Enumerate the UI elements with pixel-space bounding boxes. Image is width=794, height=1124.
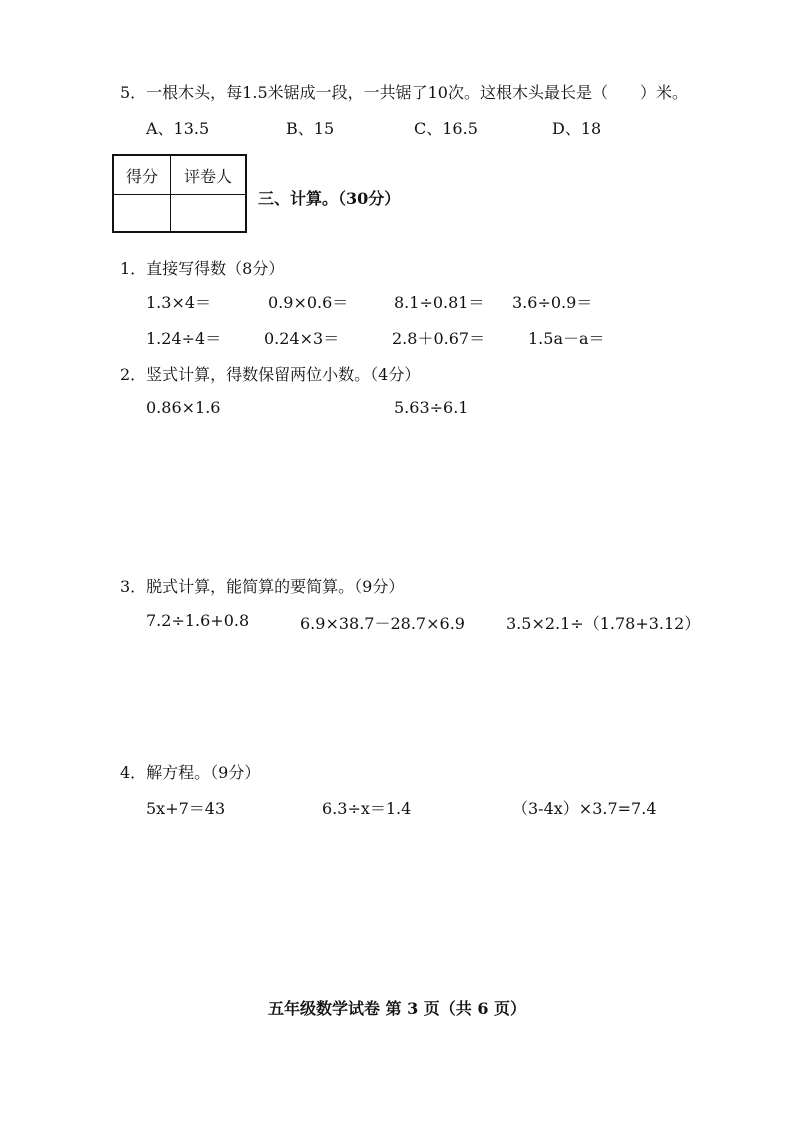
problem-2-title: 2．竖式计算，得数保留两位小数。（4分） xyxy=(120,365,421,384)
p1-r1-item-1: 1.3×4＝ xyxy=(146,293,212,312)
p3-item-2: 6.9×38.7－28.7×6.9 xyxy=(300,614,465,633)
q5-option-b: B、15 xyxy=(286,119,335,138)
problem-3-title: 3．脱式计算，能简算的要简算。（9分） xyxy=(120,577,405,596)
p1-r2-item-3: 2.8＋0.67＝ xyxy=(392,329,486,348)
p4-item-2: 6.3÷x＝1.4 xyxy=(322,799,412,818)
p1-r1-item-3: 8.1÷0.81＝ xyxy=(394,293,485,312)
p3-item-3: 3.5×2.1÷（1.78+3.12） xyxy=(506,614,701,633)
q5-option-c: C、16.5 xyxy=(414,119,478,138)
q5-option-d: D、18 xyxy=(552,119,602,138)
p1-r2-item-4: 1.5a－a＝ xyxy=(528,329,605,348)
p2-item-1: 0.86×1.6 xyxy=(146,398,221,417)
score-cell xyxy=(113,195,171,233)
p2-item-2: 5.63÷6.1 xyxy=(394,398,469,417)
p1-r2-item-1: 1.24÷4＝ xyxy=(146,329,222,348)
grader-header: 评卷人 xyxy=(171,155,247,195)
p4-item-3: （3-4x）×3.7=7.4 xyxy=(512,799,657,818)
q5-option-a: A、13.5 xyxy=(146,119,210,138)
grader-cell xyxy=(171,195,247,233)
score-header: 得分 xyxy=(113,155,171,195)
problem-1-title: 1．直接写得数（8分） xyxy=(120,259,285,278)
score-box xyxy=(112,154,247,233)
p4-item-1: 5x+7＝43 xyxy=(146,799,226,818)
p1-r2-item-2: 0.24×3＝ xyxy=(264,329,340,348)
problem-4-title: 4．解方程。（9分） xyxy=(120,763,261,782)
page-footer: 五年级数学试卷 第 3 页（共 6 页） xyxy=(267,999,527,1018)
p1-r1-item-2: 0.9×0.6＝ xyxy=(268,293,349,312)
question-5-stem: 5．一根木头，每1.5米锯成一段，一共锯了10次。这根木头最长是（ ）米。 xyxy=(120,83,688,102)
section-3-title: 三、计算。（30分） xyxy=(258,189,401,208)
p3-item-1: 7.2÷1.6+0.8 xyxy=(146,611,250,630)
p1-r1-item-4: 3.6÷0.9＝ xyxy=(512,293,593,312)
